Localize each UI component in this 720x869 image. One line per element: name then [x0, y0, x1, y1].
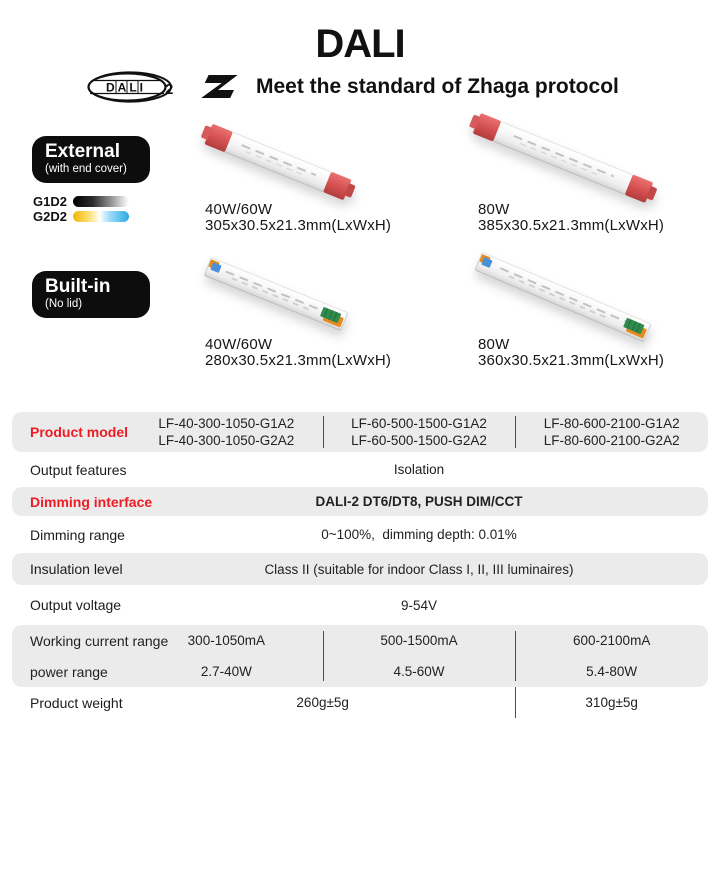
builtin-badge — [32, 271, 150, 318]
driver-body — [225, 132, 332, 192]
terminal-block-icon — [623, 318, 644, 335]
zhaga-z-icon — [200, 71, 240, 103]
driver-body — [474, 252, 651, 342]
row-value: 9-54V — [400, 597, 438, 613]
row-dimming-interface — [12, 487, 708, 516]
row-label: Dimming range — [30, 526, 125, 543]
g2d2-label: G2D2 — [33, 208, 67, 224]
protocol-row — [86, 70, 619, 104]
driver-body — [204, 257, 349, 331]
weight-value-40-60: 260g±5g — [296, 695, 349, 710]
product-power: 80W — [478, 336, 510, 353]
model-col-2 — [323, 412, 516, 452]
row-dimming-range — [12, 516, 708, 553]
external-badge-title: External — [45, 141, 120, 162]
model-col-1 — [130, 412, 323, 452]
driver-image-external-40w60w — [204, 124, 351, 201]
model-value: LF-40-300-1050-G2A2 — [158, 433, 295, 448]
product-power: 80W — [478, 201, 510, 218]
legend-row-g2d2 — [33, 210, 129, 222]
row-label: Output voltage — [30, 597, 122, 613]
product-size: 385x30.5x21.3mm(LxWxH) — [478, 216, 665, 234]
product-power: 40W/60W — [205, 201, 273, 218]
row-output-voltage — [12, 585, 708, 625]
row-insulation-level — [12, 553, 708, 585]
caption-external-80w — [478, 202, 664, 233]
svg-text:2: 2 — [165, 81, 174, 98]
model-value: LF-60-500-1500-G2A2 — [351, 433, 487, 448]
row-label: power range — [30, 663, 108, 680]
model-value: LF-80-600-2100-G1A2 — [543, 416, 680, 431]
row-product-model — [12, 412, 708, 452]
model-value: LF-80-600-2100-G2A2 — [543, 433, 680, 448]
product-size: 305x30.5x21.3mm(LxWxH) — [205, 216, 392, 234]
external-badge — [32, 136, 150, 183]
spec-table — [12, 412, 708, 718]
driver-image-builtin-40w60w — [204, 257, 349, 331]
dali2-logo-icon — [86, 70, 178, 104]
power-value: 5.4-80W — [586, 664, 638, 679]
row-value: DALI-2 DT6/DT8, PUSH DIM/CCT — [315, 494, 523, 509]
page-title: DALI — [315, 22, 405, 66]
row-value: Isolation — [393, 462, 445, 477]
external-badge-subtitle: (with end cover) — [45, 163, 127, 175]
row-label: Insulation level — [30, 561, 123, 577]
caption-builtin-40w60w — [205, 337, 391, 368]
row-value: 0~100%, dimming depth: 0.01% — [321, 527, 517, 542]
driver-image-builtin-80w — [474, 252, 651, 342]
current-value: 500-1500mA — [380, 633, 458, 648]
row-current-power-range — [12, 625, 708, 687]
g1d2-gradient-swatch — [73, 196, 129, 207]
row-value: Class II (suitable for indoor Class I, II, III luminaires) — [264, 561, 574, 577]
terminal-block-icon — [481, 257, 492, 268]
row-product-weight — [12, 687, 708, 718]
model-value: LF-40-300-1050-G1A2 — [158, 416, 295, 431]
protocol-subtitle: Meet the standard of Zhaga protocol — [256, 75, 619, 98]
power-value: 2.7-40W — [200, 664, 252, 679]
caption-builtin-80w — [478, 337, 664, 368]
caption-external-40w60w — [205, 202, 391, 233]
range-col-1 — [130, 625, 323, 687]
row-label: Product model — [30, 424, 129, 440]
model-value: LF-60-500-1500-G1A2 — [351, 416, 487, 431]
driver-body — [493, 121, 633, 195]
product-size: 360x30.5x21.3mm(LxWxH) — [478, 351, 665, 369]
builtin-badge-subtitle: (No lid) — [45, 298, 83, 310]
g1d2-label: G1D2 — [33, 193, 67, 209]
current-value: 300-1050mA — [187, 633, 265, 648]
driver-image-external-80w — [473, 113, 654, 203]
terminal-block-icon — [210, 262, 221, 273]
row-label: Dimming interface — [30, 493, 153, 510]
legend-row-g1d2 — [33, 195, 129, 207]
current-value: 600-2100mA — [573, 633, 651, 648]
product-power: 40W/60W — [205, 336, 273, 353]
svg-text:DALI: DALI — [106, 80, 146, 95]
range-col-3 — [515, 625, 708, 687]
range-col-2 — [323, 625, 516, 687]
product-size: 280x30.5x21.3mm(LxWxH) — [205, 351, 392, 369]
builtin-badge-title: Built-in — [45, 276, 111, 297]
row-output-features — [12, 452, 708, 487]
model-col-3 — [515, 412, 708, 452]
row-label: Product weight — [30, 694, 123, 711]
weight-value-80: 310g±5g — [515, 687, 708, 718]
terminal-block-icon — [320, 307, 341, 323]
row-label: Output features — [30, 461, 127, 478]
row-label: Working current range — [30, 632, 169, 649]
power-value: 4.5-60W — [393, 664, 445, 679]
g2d2-gradient-swatch — [73, 211, 129, 222]
